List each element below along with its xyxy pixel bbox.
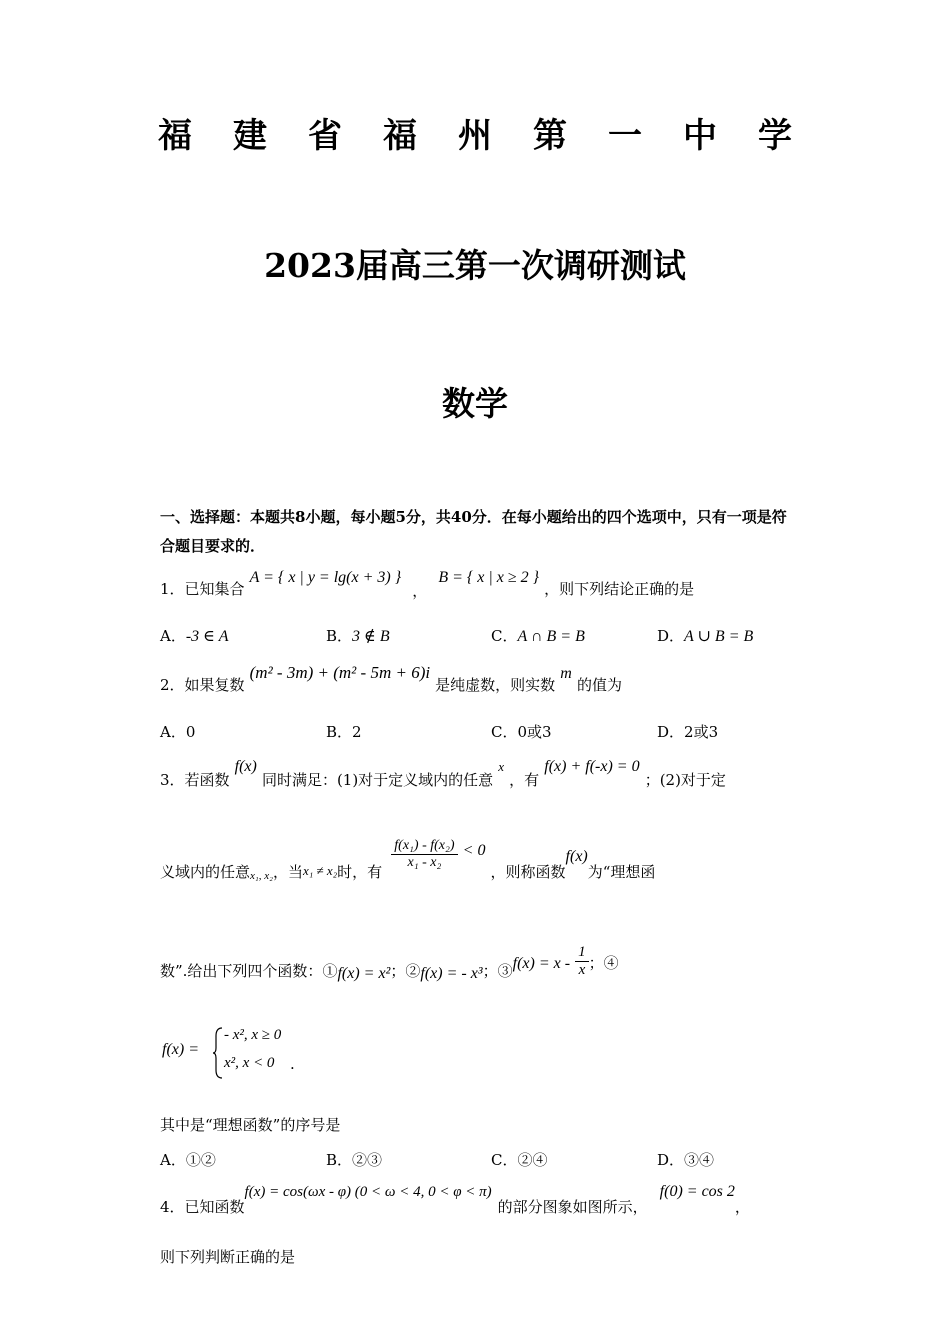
q1-prefix: 1．已知集合 bbox=[160, 580, 245, 598]
q3-frac-relation: < 0 bbox=[462, 842, 486, 859]
section-heading: 一、选择题：本题共8小题，每小题5分，共40分．在每小题给出的四个选项中，只有一项是符合题目要求的． bbox=[160, 508, 787, 555]
fraction-denominator: x bbox=[578, 962, 586, 978]
q3-x: x bbox=[498, 759, 505, 774]
q1-option-a[interactable] bbox=[160, 625, 229, 646]
q3-option-a[interactable] bbox=[160, 1149, 216, 1170]
q2-expr: (m² - 3m) + (m² - 5m + 6)i bbox=[249, 663, 431, 682]
q2-option-c[interactable] bbox=[491, 721, 552, 742]
q3-line2-mid3: ，则称函数 bbox=[490, 863, 566, 881]
q2-option-a[interactable] bbox=[160, 721, 195, 742]
option-text: 2 bbox=[352, 723, 362, 741]
q3-f2: f(x) = - x³ bbox=[420, 965, 483, 982]
school-char: 一 bbox=[608, 116, 642, 156]
q3-sep1: ；② bbox=[390, 962, 421, 980]
option-expr: 3 ∉ B bbox=[352, 628, 390, 645]
school-char: 建 bbox=[233, 116, 267, 156]
q3-line1-suffix: ；(2)对于定 bbox=[644, 771, 726, 789]
q3-ask: 其中是“理想函数”的序号是 bbox=[160, 1116, 341, 1134]
exam-title: 2023届高三第一次调研测试 bbox=[264, 246, 686, 285]
school-char: 州 bbox=[458, 116, 492, 156]
q3-sep2: ；③ bbox=[482, 962, 513, 980]
q4-line-2: 则下列判断正确的是 bbox=[160, 1248, 296, 1266]
subject-title: 数学 bbox=[442, 384, 508, 423]
school-char: 福 bbox=[383, 116, 417, 156]
q2-option-d[interactable] bbox=[657, 721, 718, 742]
q3-odd-cond: f(x) + f(-x) = 0 bbox=[544, 758, 640, 775]
q3-option-d[interactable] bbox=[657, 1149, 714, 1170]
q3-monotonic-fraction bbox=[391, 838, 457, 871]
option-label: C． bbox=[491, 1151, 518, 1169]
option-label: D． bbox=[657, 723, 685, 741]
q3-fx: f(x) bbox=[234, 758, 257, 775]
option-label: A． bbox=[160, 1151, 186, 1169]
question-3-line-3 bbox=[160, 944, 619, 982]
option-text: ①② bbox=[185, 1151, 216, 1169]
question-2 bbox=[160, 662, 622, 694]
option-text: ③④ bbox=[684, 1151, 715, 1169]
q4-function: f(x) = cos(ωx - φ) (0 < ω < 4, 0 < φ < π) bbox=[244, 1184, 492, 1200]
q3-line3-prefix: 数”.给出下列四个函数：① bbox=[160, 962, 338, 980]
fraction-numerator: 1 bbox=[575, 944, 589, 962]
option-expr: -3 ∈ A bbox=[185, 628, 229, 645]
q3-line2-suffix: 为“理想函 bbox=[587, 863, 656, 881]
question-1 bbox=[160, 566, 695, 600]
left-brace-icon bbox=[212, 1026, 224, 1080]
option-expr: A ∩ B = B bbox=[517, 628, 585, 645]
question-4 bbox=[160, 1180, 750, 1216]
q3-f4-case-2: x², x < 0 bbox=[224, 1055, 275, 1071]
fraction-numerator: f(x₁) - f(x₂) bbox=[391, 838, 457, 855]
q2-suffix: 的值为 bbox=[576, 676, 622, 694]
q2-mid: 是纯虚数，则实数 bbox=[435, 676, 556, 694]
option-text: ②③ bbox=[352, 1151, 383, 1169]
q3-f4-left: f(x) = bbox=[162, 1041, 199, 1058]
q3-line2-mid2: 时，有 bbox=[337, 863, 383, 881]
q2-prefix: 2．如果复数 bbox=[160, 676, 245, 694]
school-name bbox=[158, 108, 792, 157]
option-text: 0 bbox=[185, 723, 196, 741]
q4-prefix: 4．已知函数 bbox=[160, 1198, 245, 1216]
option-label: A． bbox=[160, 627, 186, 645]
q3-line1-mid2: ，有 bbox=[509, 771, 540, 789]
q2-option-b[interactable] bbox=[326, 721, 362, 742]
q3-x1x2: x₁, x₂ bbox=[250, 870, 273, 882]
q3-f4-case-1: - x², x ≥ 0 bbox=[224, 1027, 282, 1043]
q4-comma: ， bbox=[734, 1198, 750, 1216]
q2-var: m bbox=[560, 665, 572, 682]
q4-condition: f(0) = cos 2 bbox=[659, 1183, 735, 1200]
q3-f3-left: f(x) = x - bbox=[512, 955, 571, 972]
option-expr: A ∪ B = B bbox=[684, 628, 754, 645]
q3-f1: f(x) = x² bbox=[337, 965, 391, 982]
q3-option-c[interactable] bbox=[491, 1149, 548, 1170]
school-char: 省 bbox=[308, 116, 342, 156]
option-label: B． bbox=[326, 723, 353, 741]
option-label: A． bbox=[160, 723, 186, 741]
option-label: C． bbox=[491, 627, 518, 645]
option-label: B． bbox=[326, 1151, 353, 1169]
school-char: 学 bbox=[758, 116, 792, 156]
q3-fx2: f(x) bbox=[565, 848, 588, 865]
option-text: 0或3 bbox=[517, 723, 552, 741]
question-3-line-1 bbox=[160, 755, 726, 789]
q1-option-c[interactable] bbox=[491, 625, 585, 646]
option-label: D． bbox=[657, 1151, 685, 1169]
q1-option-d[interactable] bbox=[657, 625, 753, 646]
school-char: 福 bbox=[158, 116, 192, 156]
option-text: ②④ bbox=[517, 1151, 548, 1169]
q1-comma: ， bbox=[412, 582, 428, 600]
q3-line2-prefix: 义域内的任意 bbox=[160, 863, 251, 881]
fraction-denominator: x₁ - x₂ bbox=[407, 855, 442, 870]
q1-option-b[interactable] bbox=[326, 625, 390, 646]
q1-set-a: A = { x | y = lg(x + 3) } bbox=[249, 569, 402, 586]
q3-f4-end: . bbox=[290, 1055, 295, 1073]
q3-sep3: ；④ bbox=[588, 954, 619, 972]
school-char: 中 bbox=[683, 116, 717, 156]
q1-set-b: B = { x | x ≥ 2 } bbox=[438, 569, 540, 586]
q4-mid: 的部分图象如图所示， bbox=[497, 1198, 648, 1216]
option-text: 2或3 bbox=[684, 723, 719, 741]
option-label: D． bbox=[657, 627, 685, 645]
q1-suffix: ，则下列结论正确的是 bbox=[544, 580, 695, 598]
q3-line1-mid: 同时满足：(1)对于定义域内的任意 bbox=[261, 771, 494, 789]
q3-line2-mid: ，当 bbox=[272, 863, 303, 881]
q3-option-b[interactable] bbox=[326, 1149, 382, 1170]
option-label: B． bbox=[326, 627, 353, 645]
question-3-line-2 bbox=[160, 838, 656, 882]
q3-neq: x₁ ≠ x₂ bbox=[302, 863, 338, 878]
q3-prefix: 3．若函数 bbox=[160, 771, 230, 789]
school-char: 第 bbox=[533, 116, 567, 156]
option-label: C． bbox=[491, 723, 518, 741]
q3-f3-fraction bbox=[575, 944, 589, 979]
q3-piecewise-function bbox=[162, 1025, 322, 1081]
